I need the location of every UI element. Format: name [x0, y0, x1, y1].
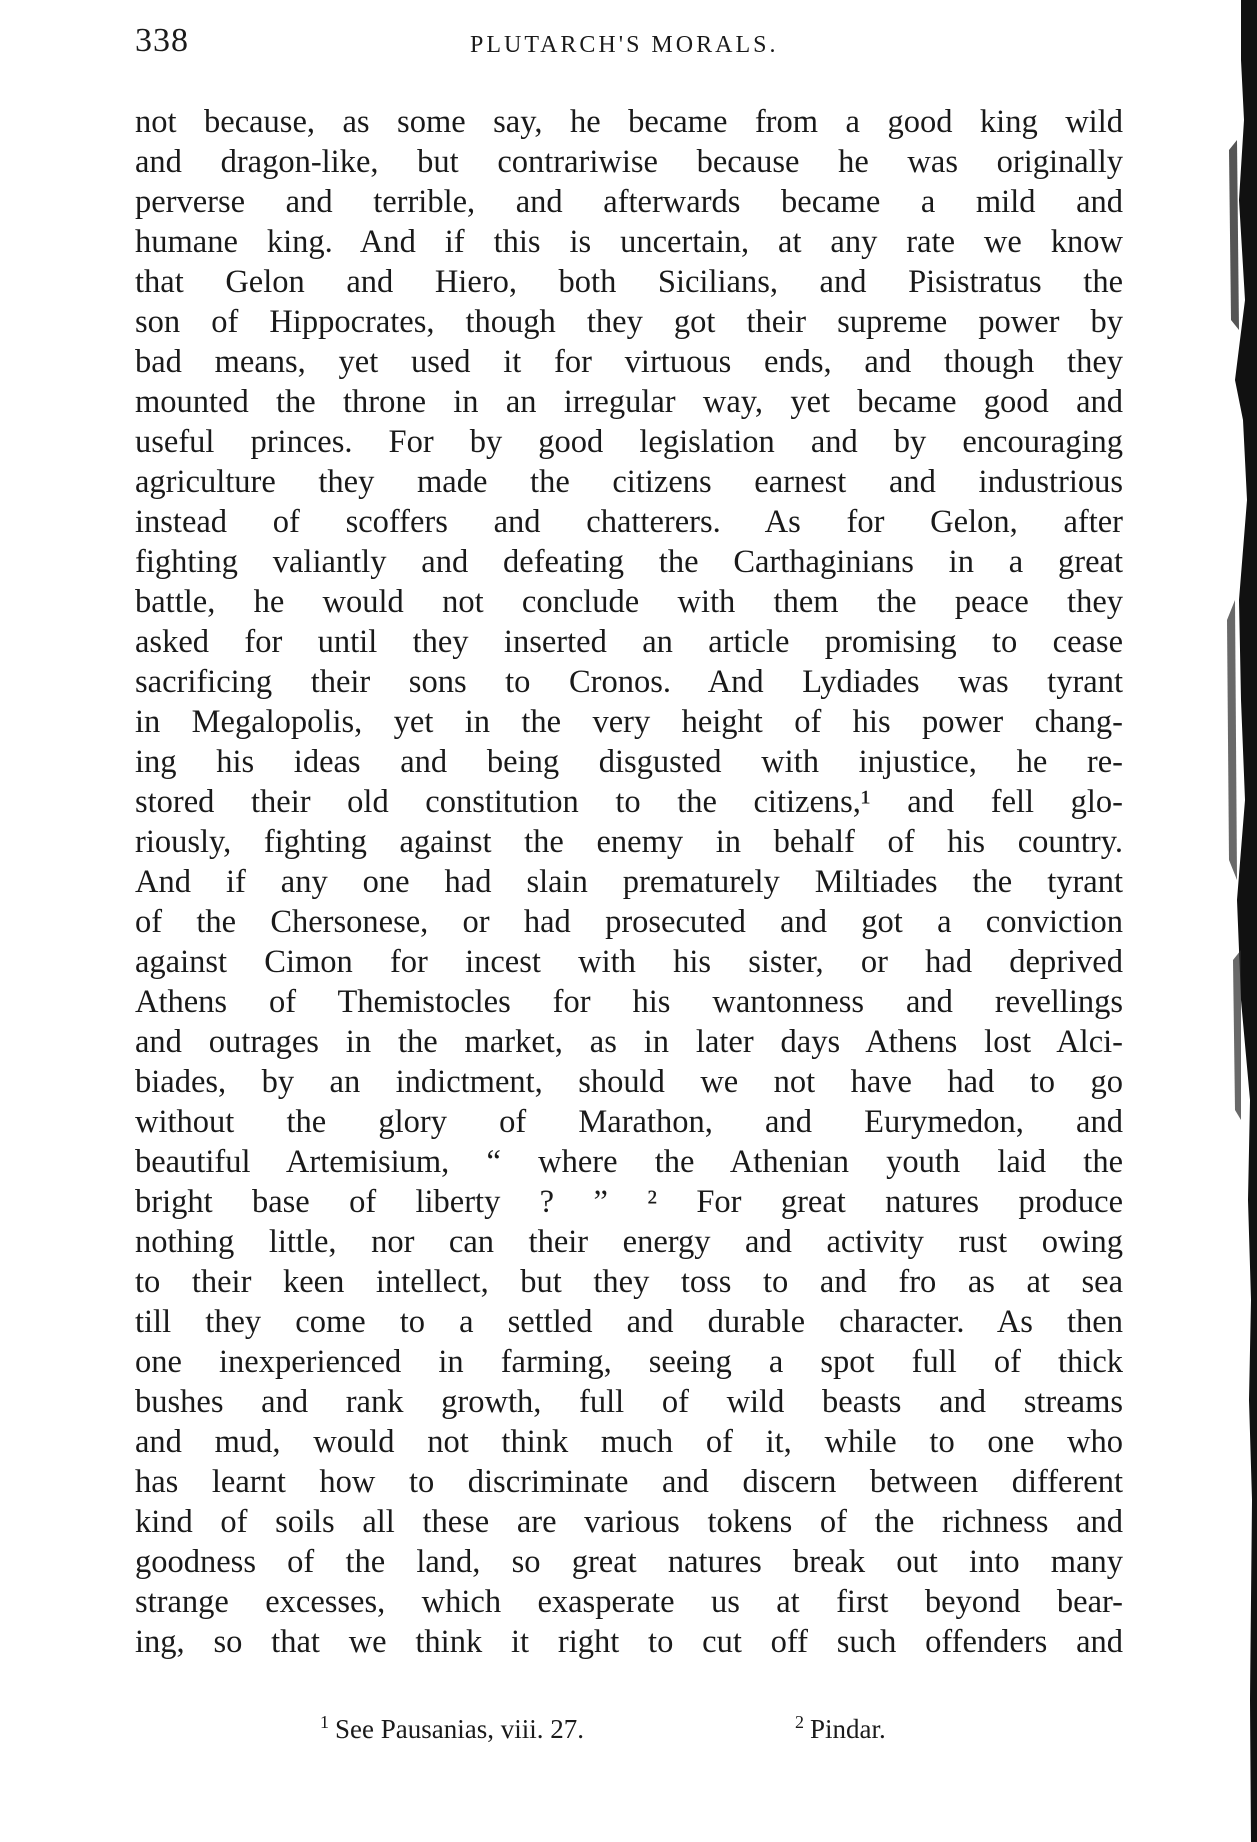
text-line: battle, he would not conclude with them the peace they: [135, 584, 1123, 620]
footnotes: [135, 1712, 1123, 1752]
text-line: riously, fighting against the enemy in behalf of his country.: [135, 824, 1123, 860]
text-line: instead of scoffers and chatterers. As for Gelon, after: [135, 504, 1123, 540]
footnote-text: See Pausanias, viii. 27.: [335, 1714, 584, 1744]
text-line: perverse and terrible, and afterwards became a mild and: [135, 184, 1123, 220]
text-line: in Megalopolis, yet in the very height of his power chang-: [135, 704, 1123, 740]
text-line: against Cimon for incest with his sister, or had deprived: [135, 944, 1123, 980]
text-line: Athens of Themistocles for his wantonness and revellings: [135, 984, 1123, 1020]
text-line: sacrificing their sons to Cronos. And Lydiades was tyrant: [135, 664, 1123, 700]
text-line: stored their old constitution to the citizens,¹ and fell glo-: [135, 784, 1123, 820]
footnote-text: Pindar.: [810, 1714, 886, 1744]
footnote-1: [320, 1712, 584, 1745]
text-line: till they come to a settled and durable character. As then: [135, 1304, 1123, 1340]
text-line: humane king. And if this is uncertain, at any rate we know: [135, 224, 1123, 260]
text-line: strange excesses, which exasperate us at first beyond bear-: [135, 1584, 1123, 1620]
text-line: beautiful Artemisium, “ where the Athenian youth laid the: [135, 1144, 1123, 1180]
text-line: agriculture they made the citizens earnest and industrious: [135, 464, 1123, 500]
text-line: And if any one had slain prematurely Miltiades the tyrant: [135, 864, 1123, 900]
text-line: and dragon-like, but contrariwise because he was originally: [135, 144, 1123, 180]
text-line: and mud, would not think much of it, while to one who: [135, 1424, 1123, 1460]
footnote-mark: 1: [320, 1712, 329, 1732]
page-number: 338: [135, 22, 189, 59]
text-line: nothing little, nor can their energy and activity rust owing: [135, 1224, 1123, 1260]
text-line: bright base of liberty ? ” ² For great natures produce: [135, 1184, 1123, 1220]
text-line: to their keen intellect, but they toss to and fro as at sea: [135, 1264, 1123, 1300]
binding-edge-shadow: [1211, 0, 1257, 1842]
text-line: kind of soils all these are various tokens of the richness and: [135, 1504, 1123, 1540]
text-line: bushes and rank growth, full of wild beasts and streams: [135, 1384, 1123, 1420]
text-line: one inexperienced in farming, seeing a spot full of thick: [135, 1344, 1123, 1380]
text-line: that Gelon and Hiero, both Sicilians, and Pisistratus the: [135, 264, 1123, 300]
text-line: bad means, yet used it for virtuous ends, and though they: [135, 344, 1123, 380]
text-line: son of Hippocrates, though they got their supreme power by: [135, 304, 1123, 340]
text-line: fighting valiantly and defeating the Carthaginians in a great: [135, 544, 1123, 580]
text-line: without the glory of Marathon, and Eurymedon, and: [135, 1104, 1123, 1140]
text-line: ing, so that we think it right to cut off such offenders and: [135, 1624, 1123, 1660]
text-line: and outrages in the market, as in later days Athens lost Alci-: [135, 1024, 1123, 1060]
page-header: [135, 22, 1135, 62]
footnote-2: [795, 1712, 886, 1745]
text-line: has learnt how to discriminate and discern between different: [135, 1464, 1123, 1500]
text-line: biades, by an indictment, should we not have had to go: [135, 1064, 1123, 1100]
text-line: asked for until they inserted an article promising to cease: [135, 624, 1123, 660]
footnote-mark: 2: [795, 1712, 804, 1732]
body-text: [135, 102, 1123, 1662]
text-line: useful princes. For by good legislation and by encouraging: [135, 424, 1123, 460]
running-head: PLUTARCH'S MORALS.: [470, 32, 779, 58]
text-line: mounted the throne in an irregular way, yet became good and: [135, 384, 1123, 420]
text-line: of the Chersonese, or had prosecuted and got a conviction: [135, 904, 1123, 940]
text-line: not because, as some say, he became from a good king wild: [135, 104, 1123, 140]
text-line: goodness of the land, so great natures break out into many: [135, 1544, 1123, 1580]
text-line: ing his ideas and being disgusted with injustice, he re-: [135, 744, 1123, 780]
